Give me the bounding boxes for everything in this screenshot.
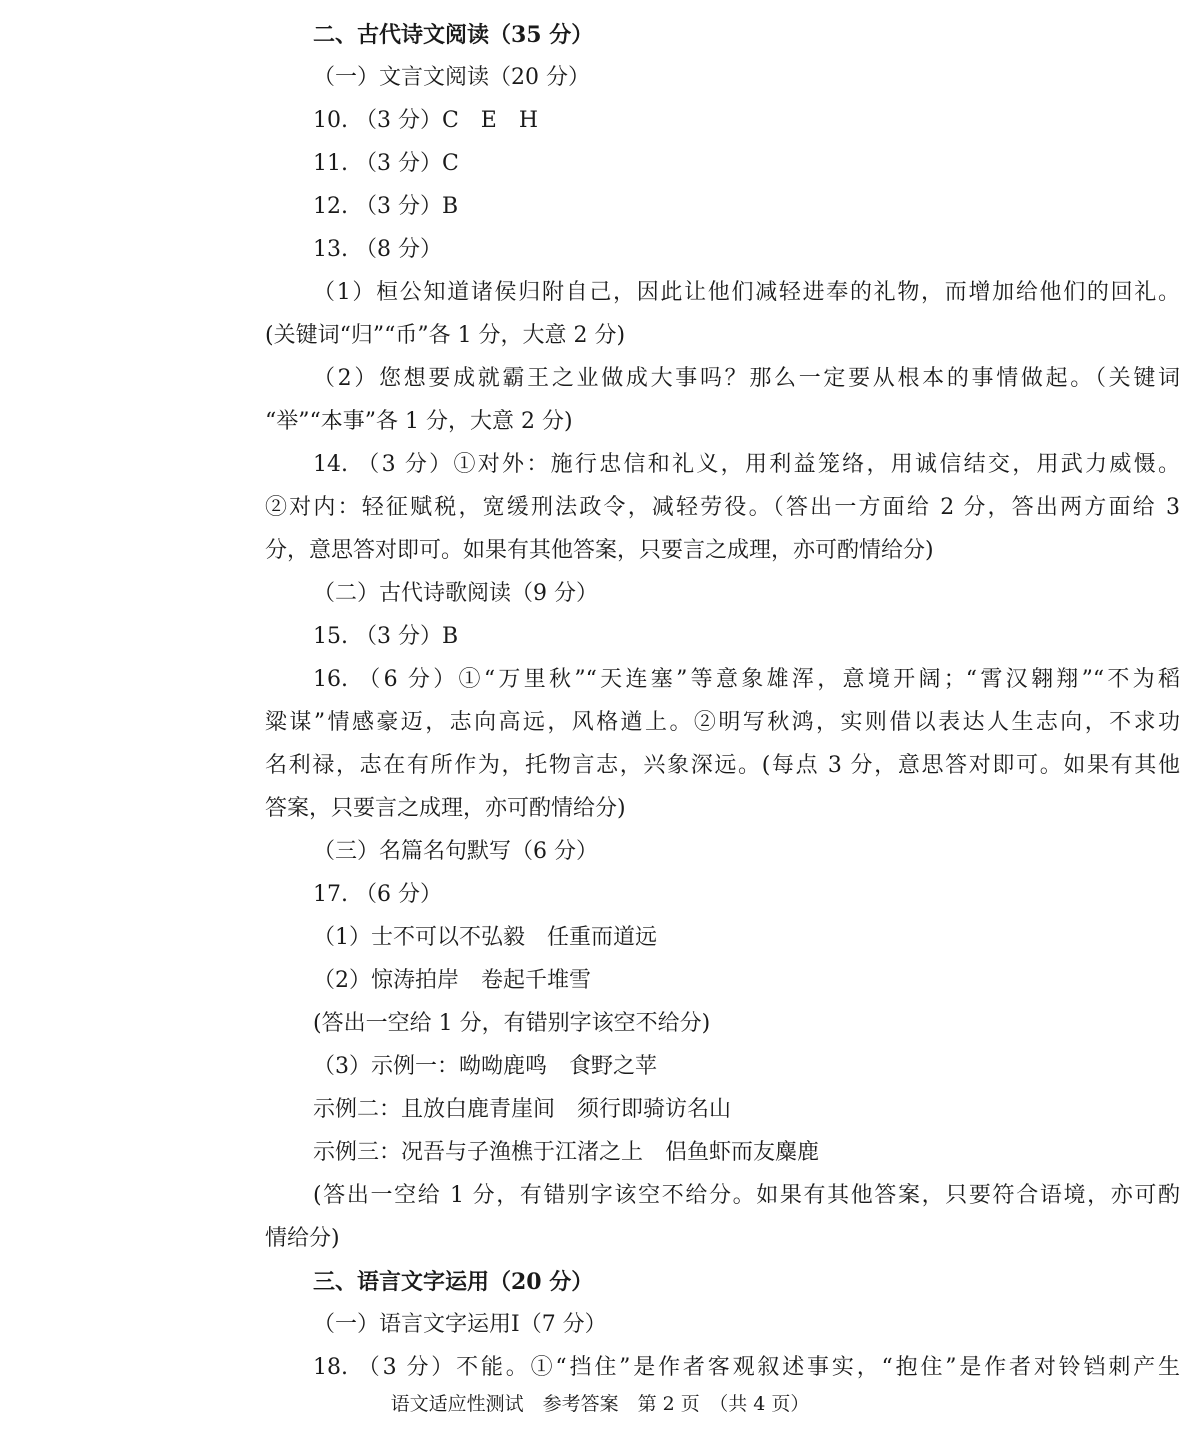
answer-line: (关键词“归”“币”各 1 分，大意 2 分)	[265, 323, 626, 348]
answer-line: （1）桓公知道诸侯归附自己，因此让他们减轻进奉的礼物，而增加给他们的回礼。	[313, 280, 1180, 305]
answer-line: 示例二：且放白鹿青崖间 须行即骑访名山	[313, 1097, 732, 1122]
answer-line: 17. （6 分）	[313, 882, 442, 907]
answer-line: 18. （3 分）不能。①“挡住”是作者客观叙述事实，“抱住”是作者对铃铛刺产生	[313, 1355, 1180, 1380]
answer-line: （2）惊涛拍岸 卷起千堆雪	[313, 968, 591, 993]
answer-line: （2）您想要成就霸王之业做成大事吗？那么一定要从根本的事情做起。（关键词	[313, 366, 1180, 391]
answer-line: 名利禄，志在有所作为，托物言志，兴象深远。(每点 3 分，意思答对即可。如果有其他	[265, 753, 1180, 778]
section-heading: 二、古代诗文阅读（35 分）	[313, 22, 594, 48]
answer-line: 10. （3 分）C E H	[313, 108, 539, 133]
answer-line: 14. （3 分）①对外：施行忠信和礼义，用利益笼络，用诚信结交，用武力威慑。	[313, 452, 1180, 477]
answer-line: 16. （6 分）①“万里秋”“天连塞”等意象雄浑，意境开阔；“霄汉翱翔”“不为稻	[313, 667, 1180, 692]
answer-line: 情给分)	[265, 1226, 340, 1251]
subsection-heading: （三）名篇名句默写（6 分）	[313, 839, 598, 864]
answer-line: 示例三：况吾与子渔樵于江渚之上 侣鱼虾而友麋鹿	[313, 1140, 820, 1165]
answer-line: （1）士不可以不弘毅 任重而道远	[313, 925, 657, 950]
subsection-heading: （一）文言文阅读（20 分）	[313, 65, 590, 90]
answer-line: （3）示例一：呦呦鹿鸣 食野之苹	[313, 1054, 657, 1079]
page-footer: 语文适应性测试 参考答案 第 2 页 （共 4 页）	[390, 1393, 810, 1415]
answer-line: 粱谋”情感豪迈，志向高远，风格遒上。②明写秋鸿，实则借以表达人生志向，不求功	[265, 710, 1180, 735]
answer-line: 11. （3 分）C	[313, 151, 459, 176]
answer-line: 答案，只要言之成理，亦可酌情给分)	[265, 796, 626, 821]
subsection-heading: （二）古代诗歌阅读（9 分）	[313, 581, 598, 606]
answer-line: 12. （3 分）B	[313, 194, 459, 219]
answer-line: 15. （3 分）B	[313, 624, 459, 649]
subsection-heading: （一）语言文字运用Ⅰ（7 分）	[313, 1312, 607, 1337]
answer-line: 分，意思答对即可。如果有其他答案，只要言之成理，亦可酌情给分)	[265, 538, 934, 563]
answer-line: 13. （8 分）	[313, 237, 442, 262]
answer-line: (答出一空给 1 分，有错别字该空不给分)	[313, 1011, 711, 1036]
answer-line: (答出一空给 1 分，有错别字该空不给分。如果有其他答案，只要符合语境，亦可酌	[313, 1183, 1180, 1208]
section-heading: 三、语言文字运用（20 分）	[313, 1269, 594, 1295]
answer-line: ②对内：轻征赋税，宽缓刑法政令，减轻劳役。（答出一方面给 2 分，答出两方面给 3	[265, 495, 1180, 520]
answer-line: “举”“本事”各 1 分，大意 2 分)	[265, 409, 573, 434]
